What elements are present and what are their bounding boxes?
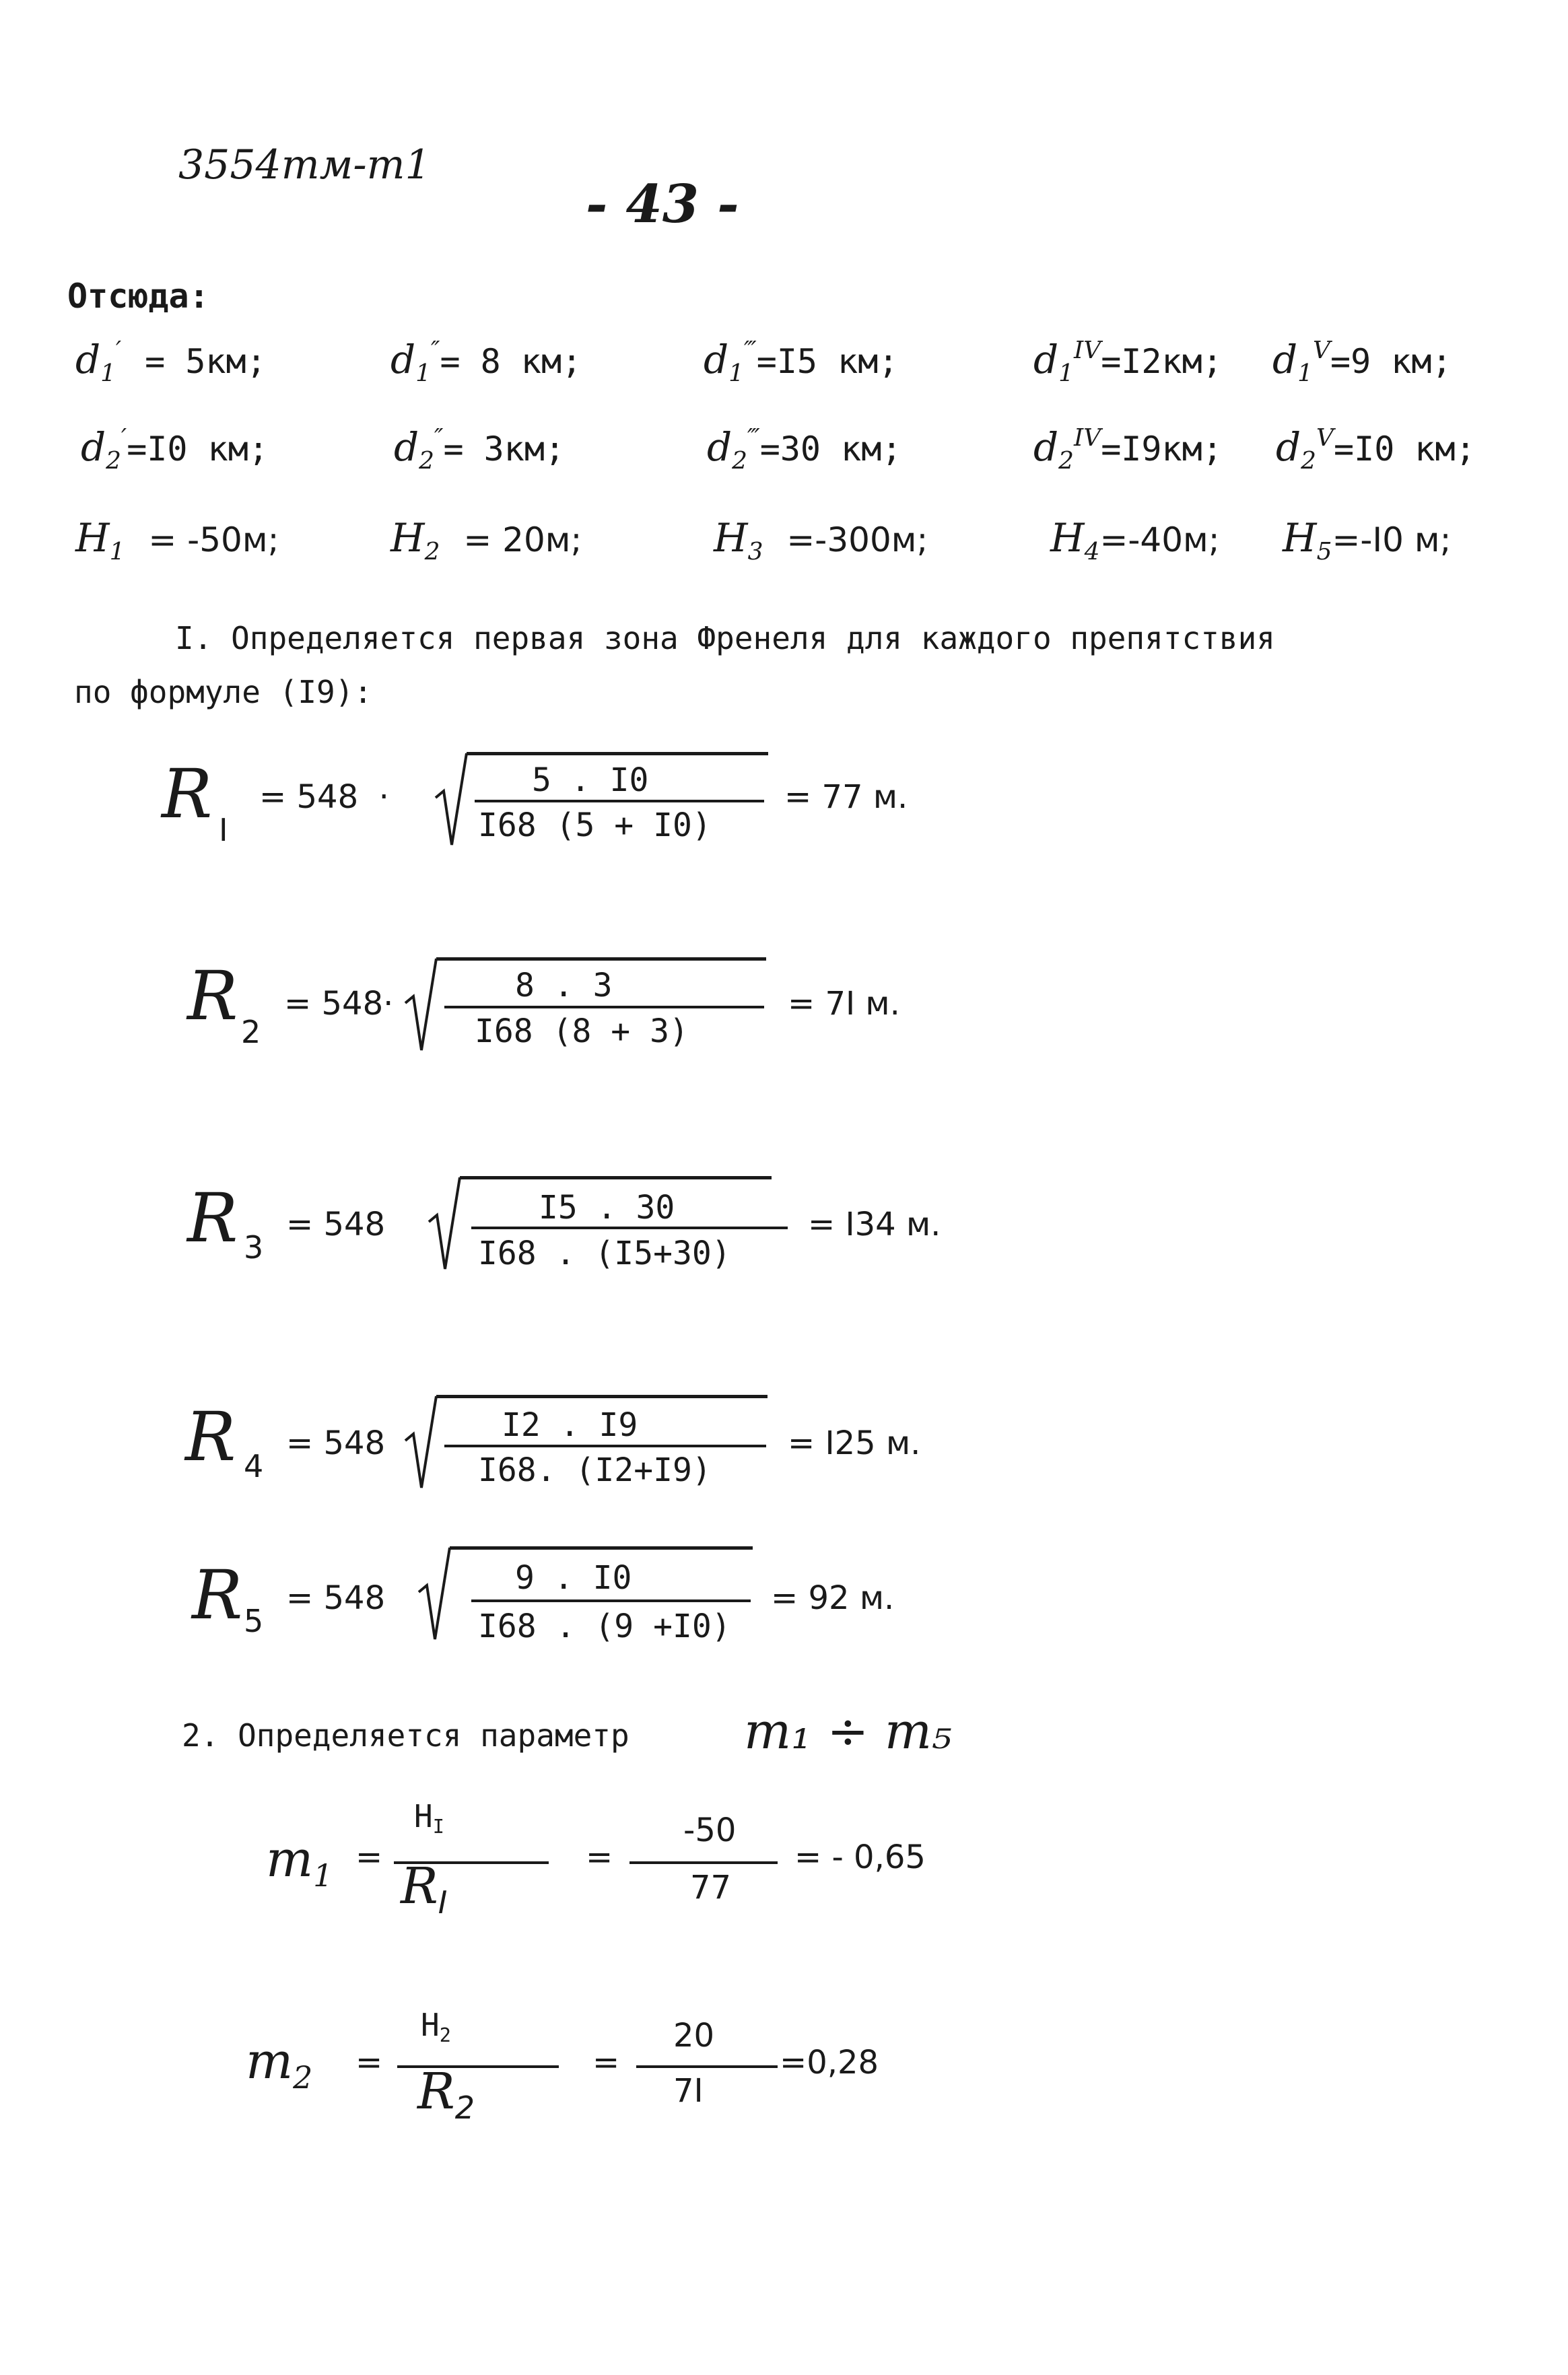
fresnel-r-index: 4 xyxy=(244,1448,264,1484)
fresnel-numerator: 8 . 3 xyxy=(515,967,613,1004)
sqrt-icon xyxy=(404,1393,438,1494)
fresnel-denominator: I68 (8 + 3) xyxy=(475,1012,689,1050)
param-result: = - 0,65 xyxy=(794,1838,926,1876)
param-m-label: m1 xyxy=(266,1830,333,1894)
fresnel-r-index: 2 xyxy=(241,1014,261,1050)
fresnel-r-label: R xyxy=(192,1556,243,1634)
fresnel-result: = 7I м. xyxy=(788,985,900,1023)
fresnel-numerator: 5 . I0 xyxy=(532,761,649,799)
fraction-line xyxy=(636,2065,778,2068)
param-m-label: m2 xyxy=(246,2032,313,2096)
h-value-4: H4=-40м; xyxy=(1050,515,1220,565)
d1-value-2: d1″= 8 км; xyxy=(390,336,582,387)
section-1-heading: I. Определяется первая зона Френеля для каждого препятствия xyxy=(175,620,1275,656)
d2-value-1: d2′=I0 км; xyxy=(81,423,269,475)
h-value-5: H5=-I0 м; xyxy=(1283,515,1452,565)
fresnel-coef: 548 xyxy=(296,778,359,816)
fraction-line xyxy=(471,1599,751,1602)
sqrt-icon xyxy=(428,1175,461,1276)
fraction-line xyxy=(475,800,764,802)
h-value-3: H3 =-300м; xyxy=(714,515,928,565)
d2-value-4: $d2^{IV}=I9км$; xyxy=(1033,423,1223,475)
fresnel-r-label: R xyxy=(187,957,238,1035)
fresnel-result: = I25 м. xyxy=(788,1424,921,1462)
d2-value-3: d2‴=30 км; xyxy=(707,423,902,475)
fresnel-r-index: 5 xyxy=(244,1603,264,1639)
param-r-denominator: RI xyxy=(401,1857,448,1921)
fresnel-numerator: I2 . I9 xyxy=(502,1406,638,1444)
fraction-line xyxy=(444,1006,764,1008)
h-value-1: H1 = -50м; xyxy=(75,515,279,565)
fresnel-result: = I34 м. xyxy=(808,1206,941,1243)
fresnel-r-label: R xyxy=(162,755,213,833)
intro-label: Отсюда: xyxy=(67,277,209,316)
fresnel-coef: 548 xyxy=(323,1424,386,1462)
fresnel-coef: 548 xyxy=(323,1579,386,1617)
d2-value-5: $d2^V=I0$ км; xyxy=(1276,423,1476,475)
section-2-heading: 2. Определяется параметр xyxy=(182,1717,629,1754)
param-numerator-value: 20 xyxy=(673,2017,715,2055)
fresnel-r-label: R xyxy=(187,1179,238,1258)
fresnel-r-label: R xyxy=(185,1398,236,1476)
parameter-range: m₁ ÷ m₅ xyxy=(744,1702,952,1760)
d1-value-4: $d1^{IV}=I2км$; xyxy=(1033,336,1223,387)
fresnel-numerator: 9 . I0 xyxy=(515,1559,632,1597)
fresnel-denominator: I68. (I2+I9) xyxy=(478,1451,712,1489)
fresnel-coef: 548 xyxy=(323,1206,386,1243)
section-1-formula-ref: по формуле (I9): xyxy=(74,674,373,710)
d1-value-1: d1′ = 5км; xyxy=(75,336,267,387)
fresnel-numerator: I5 . 30 xyxy=(539,1189,675,1227)
fresnel-denominator: I68 (5 + I0) xyxy=(478,806,712,844)
sqrt-icon xyxy=(417,1545,451,1646)
fraction-line xyxy=(471,1227,788,1229)
param-numerator-value: -50 xyxy=(683,1812,737,1849)
d1-value-5: $d1^V=9$ км; xyxy=(1272,336,1452,387)
d2-value-2: d2″= 3км; xyxy=(394,423,566,475)
fresnel-denominator: I68 . (I5+30) xyxy=(478,1235,731,1272)
document-page: 3554тм-т1 - 43 - Отсюда: d1′ = 5км; d1″= 8 км; d1‴=I5 км; $d1^{IV}=I2км$; $d1^V=9$ км; d2′=I0 км; d2″= 3км; d2‴=30 км; $d2^{IV}=I9км$; $d2^V=I0$ км; H1 = -50м; H2 = 20м; H3 =-300м; H4=-40м; H5=-I0 м; I. Определяется первая зона Френеля для каждого препятствия по формуле (I9): R I = 548 · 5 . I0 I68 (5 + I0) = 77 м. R 2 = 548· 8 . 3 I68 (8 + 3) = 7I м. R 3 = 548 I5 . 30 I68 . (I5+30) = I34 м. R 4 = 548 I2 . I9 I68. (I2+I9) = I25 м. R 5 = 548 9 . I0 I68 . (9 +I0) = 92 м. 2. Определяется параметр m₁ ÷ m₅ m1 = HI RI = -50 77 = - 0,65 m2 = H2 R2 = 20 7I =0,28 xyxy=(67,141,1476,2126)
h-value-2: H2 = 20м; xyxy=(390,515,582,565)
fraction-line xyxy=(444,1445,766,1447)
sqrt-icon xyxy=(404,956,438,1057)
document-code: 3554тм-т1 xyxy=(178,141,431,188)
fraction-line xyxy=(629,1861,778,1864)
param-h-numerator: H2 xyxy=(421,2007,451,2047)
param-h-numerator: HI xyxy=(414,1798,444,1838)
fresnel-coef: 548 xyxy=(321,985,384,1023)
param-denominator-value: 77 xyxy=(690,1869,732,1906)
page-number: - 43 - xyxy=(586,174,739,235)
fresnel-r-index: I xyxy=(219,812,228,848)
param-r-denominator: R2 xyxy=(417,2063,475,2126)
sqrt-icon xyxy=(434,751,468,852)
fresnel-r-index: 3 xyxy=(244,1229,264,1266)
fresnel-denominator: I68 . (9 +I0) xyxy=(478,1608,731,1645)
param-denominator-value: 7I xyxy=(673,2072,704,2110)
fresnel-result: = 92 м. xyxy=(771,1579,895,1617)
param-result: =0,28 xyxy=(780,2044,879,2081)
d1-value-3: d1‴=I5 км; xyxy=(704,336,899,387)
fresnel-result: = 77 м. xyxy=(784,778,908,816)
